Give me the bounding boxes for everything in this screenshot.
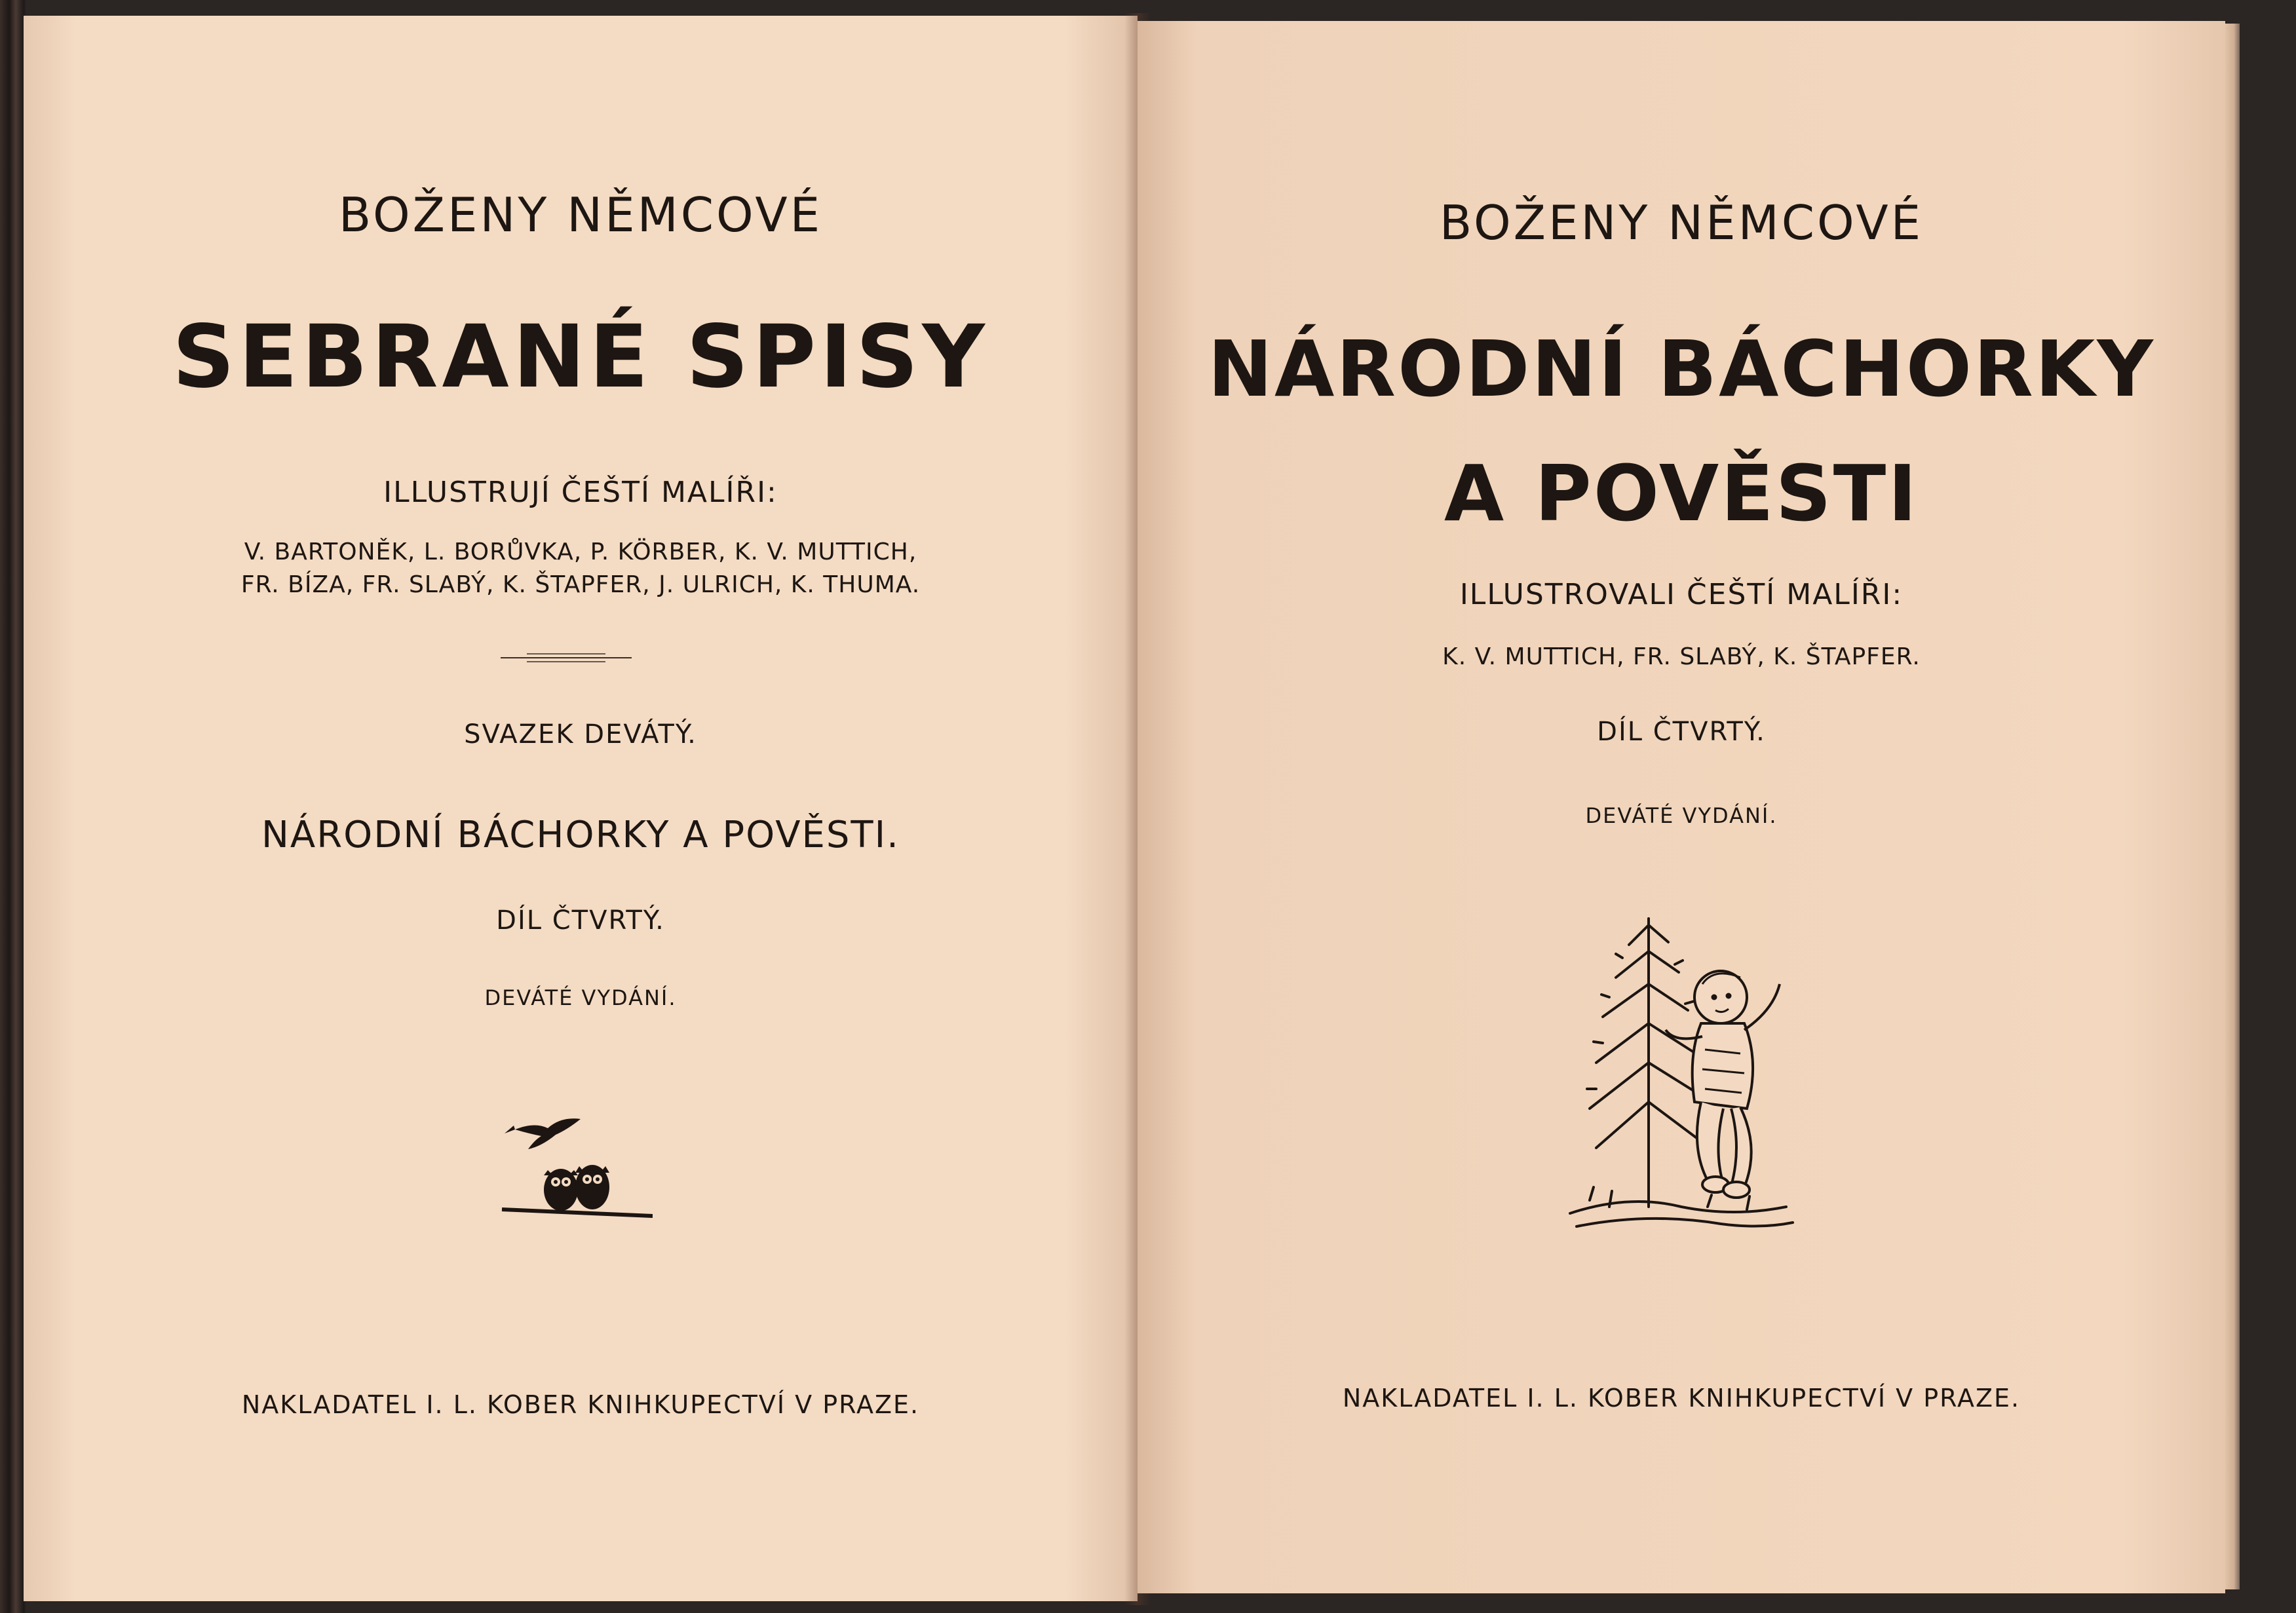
left-part: DÍL ČTVRTÝ.	[496, 905, 665, 936]
left-edition: DEVÁTÉ VYDÁNÍ.	[484, 985, 677, 1010]
right-part: DÍL ČTVRTÝ.	[1597, 717, 1766, 747]
left-illustrators-line-2: FR. BÍZA, FR. SLABÝ, K. ŠTAPFER, J. ULRICH, K. THUMA.	[240, 571, 921, 598]
right-author: BOŽENY NĚMCOVÉ	[1439, 195, 1924, 250]
right-page	[1138, 21, 2225, 1593]
page-edge	[2225, 24, 2240, 1589]
left-author: BOŽENY NĚMCOVÉ	[338, 187, 823, 242]
left-page	[24, 16, 1138, 1601]
left-work-title: NÁRODNÍ BÁCHORKY A POVĚSTI.	[261, 814, 900, 856]
divider-rule	[494, 650, 638, 666]
right-publisher: NAKLADATEL I. L. KOBER KNIHKUPECTVÍ V PRAZE.	[1342, 1384, 2021, 1413]
right-title-line-1: NÁRODNÍ BÁCHORKY	[1208, 324, 2155, 414]
left-series-title: SEBRANÉ SPISY	[172, 307, 989, 408]
right-illustrators: K. V. MUTTICH, FR. SLABÝ, K. ŠTAPFER.	[1442, 643, 1921, 670]
left-illustrators-line-1: V. BARTONĚK, L. BORŮVKA, P. KÖRBER, K. V. MUTTICH,	[244, 539, 917, 565]
owls-and-bird-icon	[495, 1110, 653, 1241]
left-volume: SVAZEK DEVÁTÝ.	[464, 719, 697, 750]
child-and-fir-tree-icon	[1550, 899, 1799, 1240]
right-illustrators-heading: ILLUSTROVALI ČEŠTÍ MALÍŘI:	[1459, 578, 1904, 611]
right-edition: DEVÁTÉ VYDÁNÍ.	[1585, 803, 1778, 828]
left-publisher: NAKLADATEL I. L. KOBER KNIHKUPECTVÍ V PRAZE.	[241, 1390, 920, 1419]
left-illustrators-heading: ILLUSTRUJÍ ČEŠTÍ MALÍŘI:	[383, 476, 778, 509]
right-title-line-2: A POVĚSTI	[1444, 448, 1919, 539]
